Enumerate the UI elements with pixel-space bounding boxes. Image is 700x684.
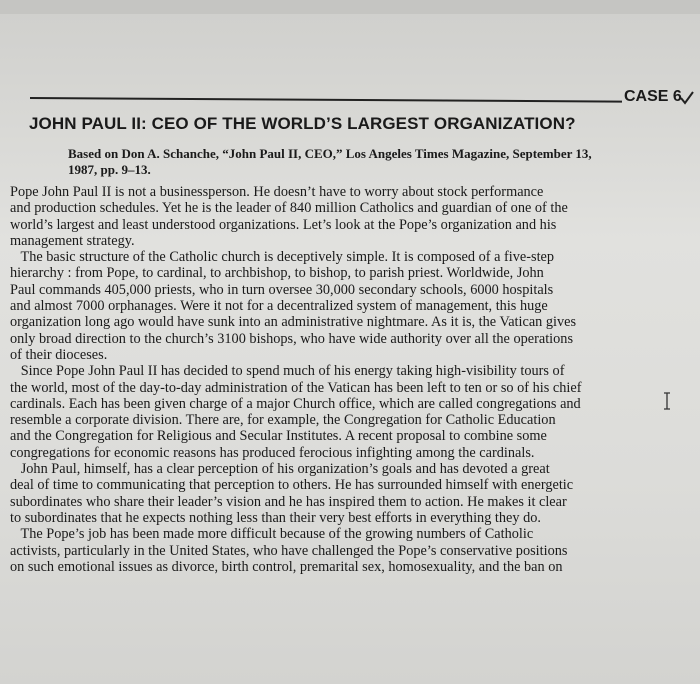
body-line: organization long ago would have sunk into an administrative nightmare. As it is, the Vatican gives <box>10 314 577 331</box>
body-line: activists, particularly in the United States, who have challenged the Pope’s conservative positions <box>10 542 568 559</box>
check-icon <box>679 90 695 106</box>
body-line: and the Congregation for Religious and Secular Institutes. A recent proposal to combine some <box>10 428 547 445</box>
body-line: John Paul, himself, has a clear perception of his organization’s goals and has devoted a great <box>10 461 550 478</box>
body-line: and production schedules. Yet he is the leader of 840 million Catholics and guardian of one of the <box>10 200 568 217</box>
source-citation <box>68 146 648 178</box>
body-line: The Pope’s job has been made more difficult because of the growing numbers of Catholic <box>10 526 534 543</box>
source-line: 1987, pp. 9–13. <box>68 162 151 177</box>
case-label: CASE 6 <box>624 88 682 105</box>
body-line: on such emotional issues as divorce, birth control, premarital sex, homosexuality, and the ban on <box>10 558 563 575</box>
body-line: Paul commands 405,000 priests, who in turn oversee 30,000 secondary schools, 6000 hospitals <box>10 281 554 298</box>
body-line: hierarchy : from Pope, to cardinal, to archbishop, to bishop, to parish priest. Worldwide, John <box>10 265 544 282</box>
case-body <box>10 184 694 575</box>
body-line: The basic structure of the Catholic church is deceptively simple. It is composed of a five-step <box>10 249 555 266</box>
body-line: only broad direction to the church’s 3100 bishops, who have wide authority over all the operations <box>10 330 574 347</box>
body-line: Pope John Paul II is not a businessperson. He doesn’t have to worry about stock performance <box>10 184 544 200</box>
body-line: congregations for economic reasons has produced ferocious infighting among the cardinals. <box>10 444 535 461</box>
case-title: JOHN PAUL II: CEO OF THE WORLD’S LARGEST ORGANIZATION? <box>29 114 576 133</box>
body-line: management strategy. <box>10 232 135 249</box>
body-line: resemble a corporate division. There are, for example, the Congregation for Catholic Education <box>10 412 556 429</box>
body-line: cardinals. Each has been given charge of a major Church office, which are called congregations and <box>10 395 581 412</box>
page-top-edge <box>0 0 700 14</box>
body-line: subordinates who share their leader’s vision and he has inspired them to action. He makes it clear <box>10 493 567 510</box>
header-rule <box>30 97 622 103</box>
body-line: the world, most of the day-to-day administration of the Vatican has been left to ten or so of his chief <box>10 379 582 396</box>
body-line: world’s largest and least understood organizations. Let’s look at the Pope’s organization and his <box>10 216 557 233</box>
text-cursor-icon <box>662 392 672 410</box>
source-line: Based on Don A. Schanche, “John Paul II, CEO,” Los Angeles Times Magazine, September 13, <box>68 146 592 161</box>
body-line: Since Pope John Paul II has decided to spend much of his energy taking high-visibility tours of <box>10 363 565 380</box>
body-line: and almost 7000 orphanages. Were it not for a decentralized system of management, this huge <box>10 298 548 315</box>
body-line: of their dioceses. <box>10 346 108 363</box>
body-line: deal of time to communicating that perception to others. He has surrounded himself with energetic <box>10 477 574 494</box>
body-line: to subordinates that he expects nothing less than their very best efforts in everything they do. <box>10 509 541 526</box>
